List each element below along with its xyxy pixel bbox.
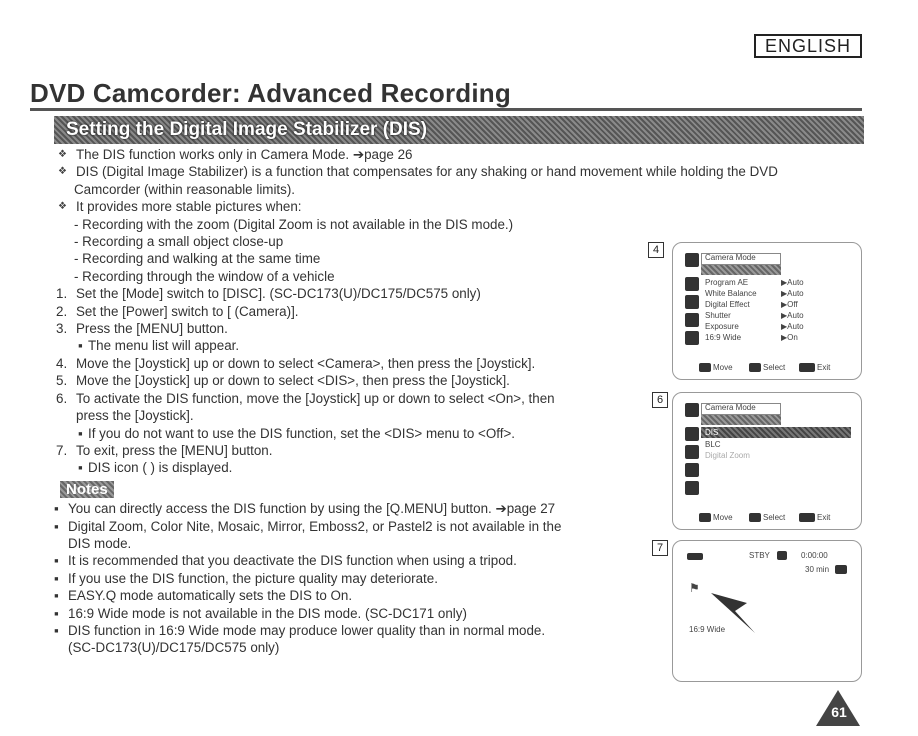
figure-6-menu-screen	[672, 392, 862, 530]
step-text: Press the [MENU] button.	[76, 321, 228, 337]
note-item: ▪ DIS function in 16:9 Wide mode may produce lower quality than in normal mode.	[54, 622, 634, 639]
camera-mode-icon	[685, 403, 699, 417]
step-text: To activate the DIS function, move the [Joystick] up or down to select <On>, then	[76, 390, 555, 406]
note-item: ▪ EASY.Q mode automatically sets the DIS to On.	[54, 587, 634, 604]
menu-row-digital-zoom: Digital Zoom	[705, 451, 750, 460]
bullet-item: ❖ The DIS function works only in Camera Mode. ➔page 26	[54, 146, 634, 163]
step-item	[54, 355, 634, 372]
note-item: ▪ You can directly access the DIS function by using the [Q.MENU] button. ➔page 27	[54, 500, 634, 517]
remaining-time: 30 min	[805, 565, 830, 574]
quality-icon	[777, 551, 787, 560]
step-subnote: ▪ DIS icon ( ) is displayed.	[54, 459, 634, 476]
setting-icon	[685, 331, 699, 345]
menu-value: ▶Auto	[781, 289, 804, 298]
note-continuation: DIS mode.	[68, 535, 132, 551]
selected-row-highlight	[701, 427, 851, 438]
page-title: DVD Camcorder: Advanced Recording	[30, 78, 511, 108]
footer-exit: Exit	[817, 363, 831, 372]
language-badge: ENGLISH	[754, 34, 862, 58]
note-continuation: (SC-DC173(U)/DC175/DC575 only)	[68, 640, 280, 656]
condition-item: - Recording through the window of a vehicle	[74, 268, 335, 284]
step-number: 3.	[56, 321, 68, 337]
step-item	[54, 320, 634, 337]
setting-icon	[685, 481, 699, 495]
footer-move: Move	[713, 363, 733, 372]
disc-icon	[835, 565, 847, 574]
note-item: ▪ 16:9 Wide mode is not available in the DIS mode. (SC-DC171 only)	[54, 605, 634, 622]
figure-4-label: 4	[648, 242, 664, 258]
step-text: Set the [Power] switch to [ (Camera)].	[76, 303, 299, 319]
condition-item: - Recording with the zoom (Digital Zoom is not available in the DIS mode.)	[74, 216, 514, 232]
step-item	[54, 303, 634, 320]
step-item	[54, 285, 634, 302]
step-number: 6.	[56, 390, 68, 406]
battery-icon	[687, 553, 703, 560]
step-item	[54, 442, 634, 459]
setting-icon	[685, 313, 699, 327]
menu-value: ▶On	[781, 333, 798, 342]
figure-7-label: 7	[652, 540, 668, 556]
footer-select: Select	[763, 513, 786, 522]
step-number: 2.	[56, 303, 68, 319]
menu-header: Camera Mode	[705, 253, 756, 262]
status-text: STBY	[749, 551, 770, 560]
menu-row: Program AE	[705, 278, 749, 287]
setting-icon	[685, 295, 699, 309]
figure-4-menu-screen	[672, 242, 862, 380]
select-icon	[749, 363, 761, 372]
setting-icon	[685, 427, 699, 441]
menu-row: White Balance	[705, 289, 757, 298]
step-text: To exit, press the [MENU] button.	[76, 442, 273, 458]
step-item	[54, 390, 634, 407]
footer-exit: Exit	[817, 513, 831, 522]
menu-row: 16:9 Wide	[705, 333, 742, 342]
title-divider	[30, 108, 862, 111]
step-number: 4.	[56, 355, 68, 371]
menu-value: ▶Auto	[781, 278, 804, 287]
note-item: ▪ If you use the DIS function, the picture quality may deteriorate.	[54, 570, 634, 587]
menu-row: Digital Effect	[705, 300, 750, 309]
step-number: 5.	[56, 373, 68, 389]
step-text: Move the [Joystick] up or down to select <Camera>, then press the [Joystick].	[76, 355, 536, 371]
step-number: 1.	[56, 286, 68, 302]
menu-row-blc: BLC	[705, 440, 721, 449]
figure-6-label: 6	[652, 392, 668, 408]
step-number: 7.	[56, 442, 68, 458]
page-number: 61	[831, 704, 847, 720]
select-icon	[749, 513, 761, 522]
step-subnote: ▪ The menu list will appear.	[54, 337, 634, 354]
wide-label: 16:9 Wide	[689, 625, 726, 634]
menu-row: Exposure	[705, 322, 739, 331]
move-icon	[699, 513, 711, 522]
camera-mode-icon	[685, 253, 699, 267]
move-icon	[699, 363, 711, 372]
note-item: ▪ It is recommended that you deactivate the DIS function when using a tripod.	[54, 552, 634, 569]
menu-selected-category	[701, 265, 781, 275]
notes-header: Notes	[60, 481, 114, 498]
bullet-item: ❖ DIS (Digital Image Stabilizer) is a function that compensates for any shaking or hand movement while holding the DVD	[54, 163, 876, 180]
menu-selected-category	[701, 415, 781, 425]
step-continuation: press the [Joystick].	[76, 408, 194, 424]
menu-value: ▶Auto	[781, 311, 804, 320]
step-subnote: ▪ If you do not want to use the DIS function, set the <DIS> menu to <Off>.	[54, 425, 634, 442]
menu-row: Shutter	[705, 311, 731, 320]
setting-icon	[685, 445, 699, 459]
bullet-continuation: Camcorder (within reasonable limits).	[74, 181, 296, 197]
menu-icon	[799, 513, 815, 522]
setting-icon	[685, 277, 699, 291]
step-text: Move the [Joystick] up or down to select <DIS>, then press the [Joystick].	[76, 373, 510, 389]
menu-icon	[799, 363, 815, 372]
bullet-item: ❖ It provides more stable pictures when:	[54, 198, 634, 215]
menu-row-dis: DIS	[705, 428, 719, 437]
note-item: ▪ Digital Zoom, Color Nite, Mosaic, Mirror, Emboss2, or Pastel2 is not available in the	[54, 518, 634, 535]
menu-header: Camera Mode	[705, 403, 756, 412]
condition-item: - Recording a small object close-up	[74, 234, 284, 250]
menu-value: ▶Auto	[781, 322, 804, 331]
time-counter: 0:00:00	[801, 551, 828, 560]
section-header	[54, 116, 864, 144]
footer-select: Select	[763, 363, 786, 372]
setting-icon	[685, 463, 699, 477]
condition-item: - Recording and walking at the same time	[74, 251, 321, 267]
step-item	[54, 372, 634, 389]
menu-value: ▶Off	[781, 300, 798, 309]
section-title: Setting the Digital Image Stabilizer (DIS)	[66, 119, 428, 140]
footer-move: Move	[713, 513, 733, 522]
figure-7-display-screen	[672, 540, 862, 682]
dis-icon: ⚑	[689, 581, 700, 595]
step-text: Set the [Mode] switch to [DISC]. (SC-DC173(U)/DC175/DC575 only)	[76, 286, 481, 302]
